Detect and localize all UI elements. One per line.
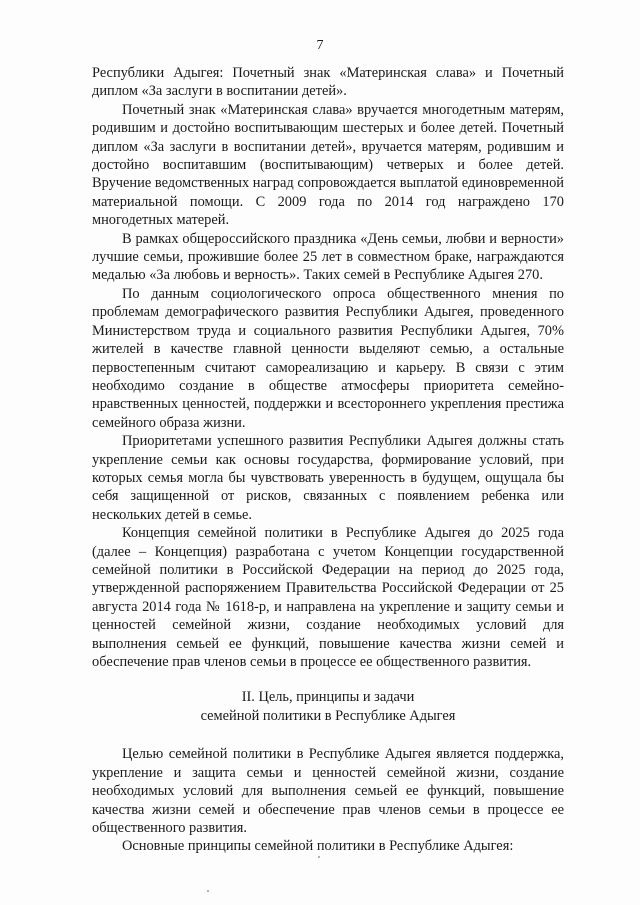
paragraph-4: По данным социологического опроса общественного мнения по проблемам демографического развития Республики Адыгея, проведенного Министерством труда и социального развития Республики Адыгея, 70% жителей в качестве главной ценности выделяют семью, а остальные первостепенным считают самореализацию и карьеру. В связи с этим необходимо создание в обществе атмосферы приоритета семейно-нравственных ценностей, поддержки и всестороннего укрепления престижа семейного образа жизни. [92,285,564,431]
section-heading-line-1: II. Цель, принципы и задачи [241,689,415,706]
section-heading [92,688,564,726]
paragraph-1: Республики Адыгея: Почетный знак «Материнская слава» и Почетный диплом «За заслуги в воспитании детей». [92,65,564,100]
document-body [92,64,564,856]
paragraph-5: Приоритетами успешного развития Республики Адыгея должны стать укрепление семьи как основы государства, формирование условий, при которых семья могла бы чувствовать уверенность в будущем, ощущала бы себя защищенной от рисков, связанных с появлением ребенка или нескольких детей в семье. [92,433,564,523]
scan-speck [207,890,209,892]
section-heading-line-2: семейной политики в Республике Адыгея [200,708,456,725]
paragraph-6: Концепция семейной политики в Республике Адыгея до 2025 года (далее – Концепция) разработана с учетом Концепции государственной семейной политики в Российской Федерации на период до 2025 года, утвержденной распоряжением Правительства Российской Федерации от 25 августа 2014 года № 1618-р, и направлена на укрепление и защиту семьи и ценностей семейной жизни, создание необходимых условий для выполнения семьей ее функций, повышение качества жизни семей и обеспечение прав членов семьи в процессе ее общественного развития. [92,525,564,670]
page-number: 7 [316,38,324,53]
paragraph-2: Почетный знак «Материнская слава» вручается многодетным матерям, родившим и достойно воспитывающим шестерых и более детей. Почетный диплом «За заслуги в воспитании детей», вручается матерям, родившим и достойно воспитавшим (воспитывающим) четверых и более детей. Вручение ведомственных наград сопровождается выплатой единовременной материальной помощи. С 2009 года по 2014 год награждено 170 многодетных матерей. [92,101,564,229]
paragraph-8: Основные принципы семейной политики в Республике Адыгея: [122,838,514,855]
paragraph-3: В рамках общероссийского праздника «День семьи, любви и верности» лучшие семьи, прожившие более 25 лет в совместном браке, награждаются медалью «За любовь и верность». Таких семей в Республике Адыгея 270. [92,230,564,284]
scan-speck [318,856,320,858]
paragraph-7: Целью семейной политики в Республике Адыгея является поддержка, укрепление и защита семьи и ценностей семейной жизни, создание необходимых условий для выполнения семьей ее функций, повышение качества жизни семей и обеспечение прав членов семьи в процессе ее общественного развития. [92,746,564,837]
